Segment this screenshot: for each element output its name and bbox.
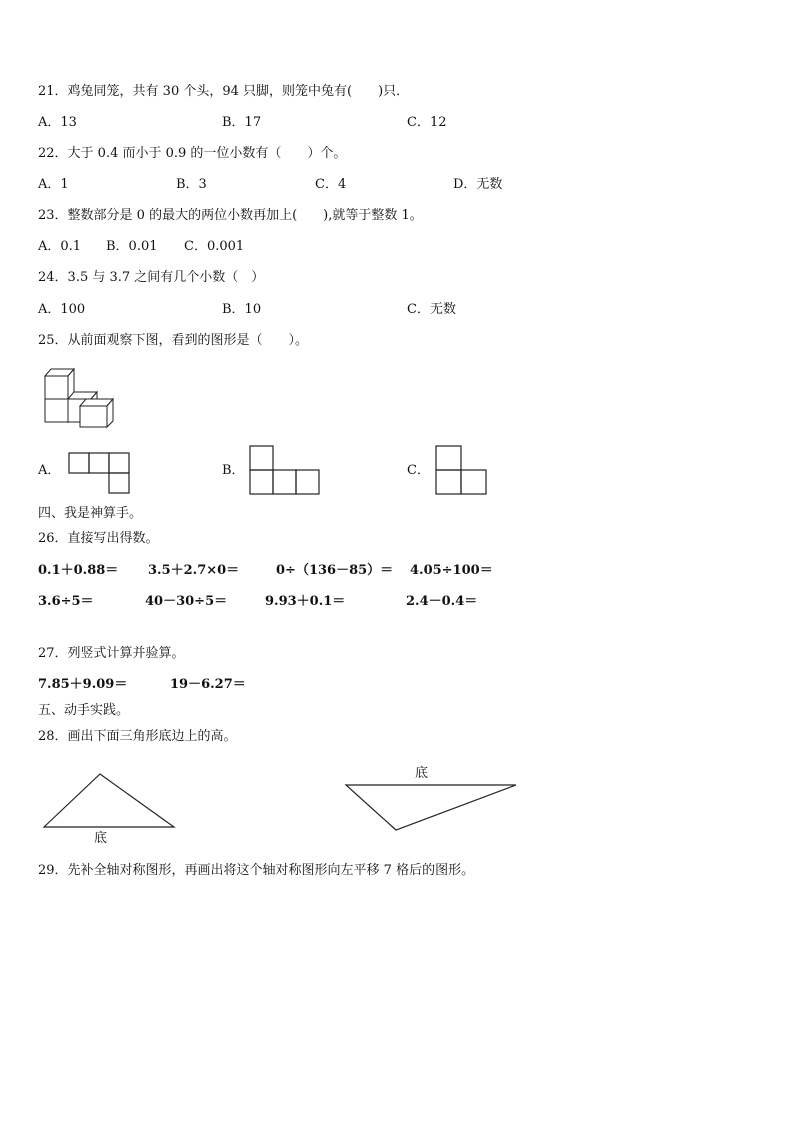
- q24-option-c[interactable]: C．无数: [407, 302, 456, 317]
- q28-triangles: [0, 760, 794, 850]
- q25-option-b[interactable]: B．: [222, 463, 245, 478]
- left-triangle-base-label: 底: [94, 831, 108, 846]
- q22-option-d[interactable]: D．无数: [453, 177, 503, 192]
- question-23: 23．整数部分是 0 的最大的两位小数再加上( ),就等于整数 1。: [38, 208, 423, 223]
- section-5-heading: 五、动手实践。: [38, 703, 130, 718]
- q23-option-a[interactable]: A．0.1: [38, 239, 82, 254]
- q25-option-a[interactable]: A．: [38, 463, 61, 478]
- q26-expr-7: 9.93＋0.1＝: [265, 594, 346, 609]
- q27-expr-1: 7.85＋9.09＝: [38, 677, 128, 692]
- left-triangle: [44, 774, 174, 827]
- q23-option-b[interactable]: B．0.01: [106, 239, 158, 254]
- q26-expr-5: 3.6÷5＝: [38, 594, 94, 609]
- q24-option-a[interactable]: A．100: [38, 302, 86, 317]
- q23-option-c[interactable]: C．0.001: [184, 239, 245, 254]
- q26-expr-3: 0÷（136－85）＝: [276, 563, 394, 578]
- q22-option-c[interactable]: C．4: [315, 177, 347, 192]
- q21-option-a[interactable]: A．13: [38, 115, 77, 130]
- question-26: 26．直接写出得数。: [38, 531, 159, 546]
- q25-option-c-figure: [435, 445, 491, 497]
- q27-expr-2: 19－6.27＝: [170, 677, 246, 692]
- q25-option-a-figure: [68, 452, 132, 494]
- cube-stack-figure: [44, 368, 116, 428]
- question-27: 27．列竖式计算并验算。: [38, 646, 185, 661]
- q26-expr-2: 3.5＋2.7×0＝: [148, 563, 240, 578]
- right-triangle: [346, 785, 516, 830]
- q26-expr-1: 0.1＋0.88＝: [38, 563, 119, 578]
- q22-option-b[interactable]: B．3: [176, 177, 207, 192]
- question-28: 28．画出下面三角形底边上的高。: [38, 729, 237, 744]
- q21-option-c[interactable]: C．12: [407, 115, 447, 130]
- question-24: 24．3.5 与 3.7 之间有几个小数（ ）: [38, 270, 265, 285]
- section-4-heading: 四、我是神算手。: [38, 506, 143, 521]
- q21-option-b[interactable]: B．17: [222, 115, 262, 130]
- q25-option-b-figure: [249, 445, 323, 497]
- q26-expr-8: 2.4－0.4＝: [406, 594, 478, 609]
- question-25: 25．从前面观察下图，看到的图形是（ ）。: [38, 333, 309, 348]
- q26-expr-6: 40－30÷5＝: [145, 594, 228, 609]
- q24-option-b[interactable]: B．10: [222, 302, 262, 317]
- q22-option-a[interactable]: A．1: [38, 177, 69, 192]
- question-21: 21．鸡兔同笼，共有 30 个头，94 只脚，则笼中兔有( )只．: [38, 84, 410, 99]
- q26-expr-4: 4.05÷100＝: [410, 563, 493, 578]
- right-triangle-base-label: 底: [415, 766, 429, 781]
- question-22: 22．大于 0.4 而小于 0.9 的一位小数有（ ）个。: [38, 146, 347, 161]
- q25-option-c[interactable]: C．: [407, 463, 430, 478]
- question-29: 29．先补全轴对称图形，再画出将这个轴对称图形向左平移 7 格后的图形。: [38, 863, 475, 878]
